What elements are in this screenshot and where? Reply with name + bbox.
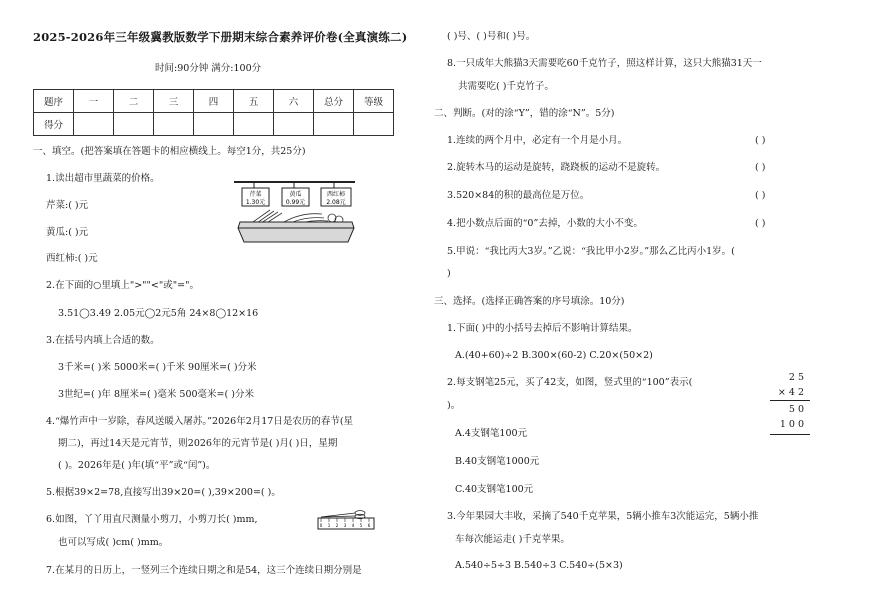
choice-option-b[interactable]: B.40支钢笔1000元 [455,456,540,467]
ruler-mark: 5 [359,523,363,528]
choice-question-2-line-1: 2.每支钢笔25元，买了42支，如图，竖式里的“100”表示( [447,377,693,388]
vertical-multiplication [770,372,810,438]
table-cell: 二 [114,90,154,113]
choice-option-a[interactable]: A.4支钢笔100元 [455,428,528,439]
choice-option-c[interactable]: C.40支钢笔100元 [455,484,534,495]
calc-partial-2: 1 0 0 [779,419,804,430]
question-3: 3.在括号内填上合适的数。 [46,335,160,346]
table-cell: 五 [234,90,274,113]
vegetable-price-illustration [232,178,357,246]
choice-question-1: 1.下面( )中的小括号去掉后不影响计算结果。 [447,323,638,334]
table-cell: 等级 [354,90,394,113]
judge-answer-blank[interactable]: ( ) [755,135,766,146]
table-cell: 三 [154,90,194,113]
judge-answer-blank[interactable]: ( ) [755,218,766,229]
price-tag-name: 西红柿 [326,191,346,198]
question-1-a: 芹菜:( )元 [46,200,89,211]
question-6-line-1: 6.如图，丫丫用直尺测量小剪刀，小剪刀长( )mm, [46,514,258,525]
ruler-mark: 2 [335,523,339,528]
question-1: 1.读出超市里蔬菜的价格。 [46,173,160,184]
section-3-heading: 三、选择。(选择正确答案的序号填涂。10分) [434,296,625,307]
score-cell[interactable] [74,113,114,136]
choice-question-3-options[interactable]: A.540÷5÷3 B.540÷3 C.540÷(5×3) [455,560,623,571]
question-4-line-2: 期二)，再过14天是元宵节，则2026年的元宵节是( )月( )日，星期 [58,438,338,449]
judge-question-5-line-1: 5.甲说：“我比丙大3岁。”乙说：“我比甲小2岁。”那么乙比丙小1岁。( [447,246,735,257]
score-cell[interactable] [154,113,194,136]
question-7: 7.在某月的日历上，一竖列三个连续日期之和是54，这三个连续日期分别是 [46,565,362,576]
ruler-mark: 1 [327,523,331,528]
question-1-c: 西红柿:( )元 [46,253,98,264]
section-1-heading: 一、填空。(把答案填在答题卡的相应横线上。每空1分，共25分) [33,146,306,157]
choice-question-3-line-1: 3.今年果园大丰收，采摘了540千克苹果，5辆小推车3次能运完，5辆小推 [447,511,759,522]
question-2-items: 3.51◯3.49 2.05元◯2元5角 24×8◯12×16 [58,308,259,319]
score-table-header-row [34,90,394,113]
score-cell[interactable] [114,113,154,136]
ruler-mark: 0 [319,523,323,528]
price-tag-price: 0.99元 [285,199,306,206]
question-2: 2.在下面的○里填上">""<"或"="。 [46,280,199,291]
choice-question-1-options[interactable]: A.(40+60)÷2 B.300×(60-2) C.20×(50×2) [455,350,653,361]
score-cell[interactable] [354,113,394,136]
question-1-b: 黄瓜:( )元 [46,227,89,238]
ruler-mark: 3 [343,523,347,528]
table-cell: 六 [274,90,314,113]
calc-multiplicand: 2 5 [788,372,804,383]
question-3-row-1: 3千米=( )米 5000米=( )千米 90厘米=( )分米 [58,362,257,373]
calc-multiplier: × 4 2 [777,387,804,398]
ruler-with-scissors [317,510,375,530]
question-7-continued: ( )号、( )号和( )号。 [447,31,536,42]
table-cell: 四 [194,90,234,113]
score-table-row [34,113,394,136]
judge-question-1: 1.连续的两个月中，必定有一个月是小月。 [447,135,628,146]
question-3-row-2: 3世纪=( )年 8厘米=( )毫米 500毫米=( )分米 [58,389,254,400]
choice-question-3-line-2: 车每次能运走( )千克苹果。 [455,534,570,545]
ruler-mark: 4 [351,523,355,528]
question-8-line-1: 8.一只成年大熊猫3天需要吃60千克竹子，照这样计算，这只大熊猫31天一 [447,58,762,69]
exam-info: 时间:90分钟 满分:100分 [155,63,262,74]
question-4-line-1: 4.“爆竹声中一岁除，春风送暖入屠苏。”2026年2月17日是农历的春节(星 [46,416,354,427]
judge-answer-blank[interactable]: ( ) [755,162,766,173]
score-cell[interactable] [234,113,274,136]
choice-question-2-line-2: )。 [447,400,461,411]
price-tag-price: 2.08元 [326,199,346,206]
judge-answer-blank[interactable]: ( ) [755,190,766,201]
table-cell: 题序 [34,90,74,113]
calc-partial-1: 5 0 [788,404,804,415]
judge-question-4: 4.把小数点后面的“0”去掉，小数的大小不变。 [447,218,643,229]
table-cell: 一 [74,90,114,113]
question-8-line-2: 共需要吃( )千克竹子。 [458,81,554,92]
scissors-icon [321,511,365,519]
score-table [33,89,394,136]
price-tag-name: 黄瓜 [289,191,302,198]
table-cell: 得分 [34,113,74,136]
score-cell[interactable] [314,113,354,136]
question-5: 5.根据39×2=78,直接写出39×20=( ),39×200=( )。 [46,487,281,498]
section-2-heading: 二、判断。(对的涂“Y”，错的涂“N”。5分) [434,108,615,119]
price-tag-name: 芹菜 [249,191,262,198]
judge-question-3: 3.520×84的积的最高位是万位。 [447,190,590,201]
price-tag-price: 1.30元 [245,199,266,206]
score-cell[interactable] [194,113,234,136]
ruler-mark: 6 [367,523,371,528]
table-cell: 总分 [314,90,354,113]
question-6-line-2: 也可以写成( )cm( )mm。 [58,537,169,548]
judge-question-5-line-2[interactable]: ) [447,268,451,279]
page-title: 2025-2026年三年级冀教版数学下册期末综合素养评价卷(全真演练二) [33,30,408,44]
score-cell[interactable] [274,113,314,136]
judge-question-2: 2.旋转木马的运动是旋转，跷跷板的运动不是旋转。 [447,162,666,173]
question-4-line-3: ( )。2026年是( )年(填“平”或“闰”)。 [58,460,216,471]
